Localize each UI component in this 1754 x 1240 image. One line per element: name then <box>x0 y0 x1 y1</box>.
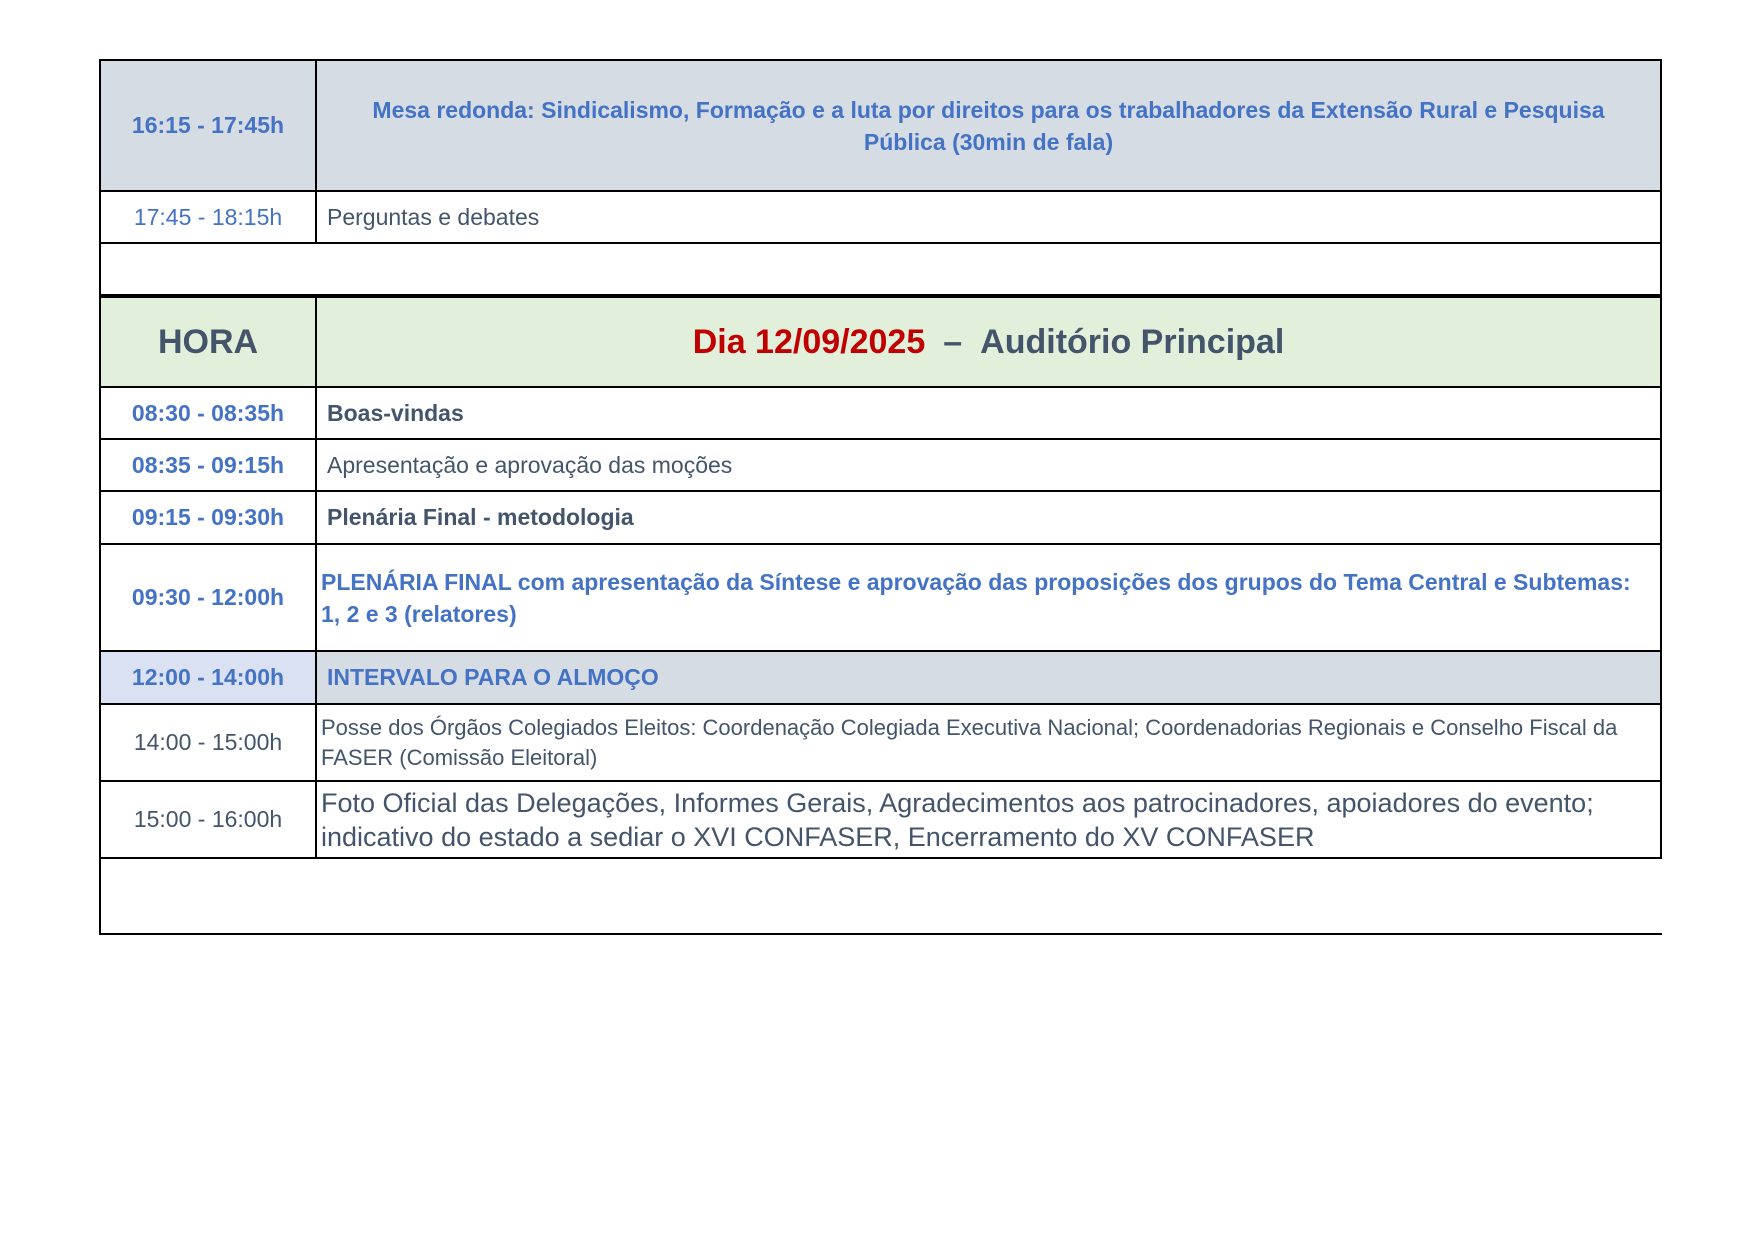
day-header <box>317 298 1660 386</box>
activity-cell: Foto Oficial das Delegações, Informes Gerais, Agradecimentos aos patrocinadores, apoiadores do evento; indicativo do estado a sediar o XVI CONFASER, Encerramento do XV CONFASER <box>321 787 1594 852</box>
table-row <box>99 440 1662 492</box>
day-separator: – <box>943 322 963 361</box>
activity-cell: Boas-vindas <box>327 399 464 426</box>
time-cell: 17:45 - 18:15h <box>101 192 317 242</box>
activity-cell: Plenária Final - metodologia <box>327 504 634 530</box>
table-row <box>99 492 1662 545</box>
time-cell: 14:00 - 15:00h <box>101 705 317 780</box>
day-header-row <box>99 296 1662 388</box>
table-row <box>99 388 1662 440</box>
table-row <box>99 705 1662 782</box>
time-cell: 09:30 - 12:00h <box>101 545 317 650</box>
spacer-row <box>99 859 1662 935</box>
time-cell: 15:00 - 16:00h <box>101 782 317 857</box>
time-cell: 08:30 - 08:35h <box>101 388 317 438</box>
table-row <box>99 545 1662 652</box>
activity-cell: Apresentação e aprovação das moções <box>327 451 733 478</box>
activity-cell: PLENÁRIA FINAL com apresentação da Síntese e aprovação das proposições dos grupos do Tema Central e Subtemas: 1, 2 e 3 (relatores) <box>321 568 1631 627</box>
venue-label: Auditório Principal <box>980 322 1285 361</box>
activity-cell: Perguntas e debates <box>327 203 540 230</box>
table-row <box>99 782 1662 859</box>
time-cell: 09:15 - 09:30h <box>101 492 317 543</box>
activity-cell: INTERVALO PARA O ALMOÇO <box>327 664 659 690</box>
activity-cell: Mesa redonda: Sindicalismo, Formação e a luta por direitos para os trabalhadores da Extensão Rural e Pesquisa Pública (30min de fala) <box>372 96 1605 155</box>
time-cell: 08:35 - 09:15h <box>101 440 317 490</box>
schedule-table <box>99 59 1662 935</box>
activity-cell: Posse dos Órgãos Colegiados Eleitos: Coordenação Colegiada Executiva Nacional; Coordenadorias Regionais e Conselho Fiscal da FASER (Comissão Eleitoral) <box>321 714 1618 770</box>
time-cell: 16:15 - 17:45h <box>101 61 317 190</box>
hour-header: HORA <box>101 298 317 386</box>
table-row <box>99 192 1662 244</box>
time-cell: 12:00 - 14:00h <box>101 652 317 703</box>
spacer-row <box>99 244 1662 296</box>
day-label: Dia 12/09/2025 <box>692 322 926 361</box>
table-row <box>99 59 1662 192</box>
table-row <box>99 652 1662 705</box>
